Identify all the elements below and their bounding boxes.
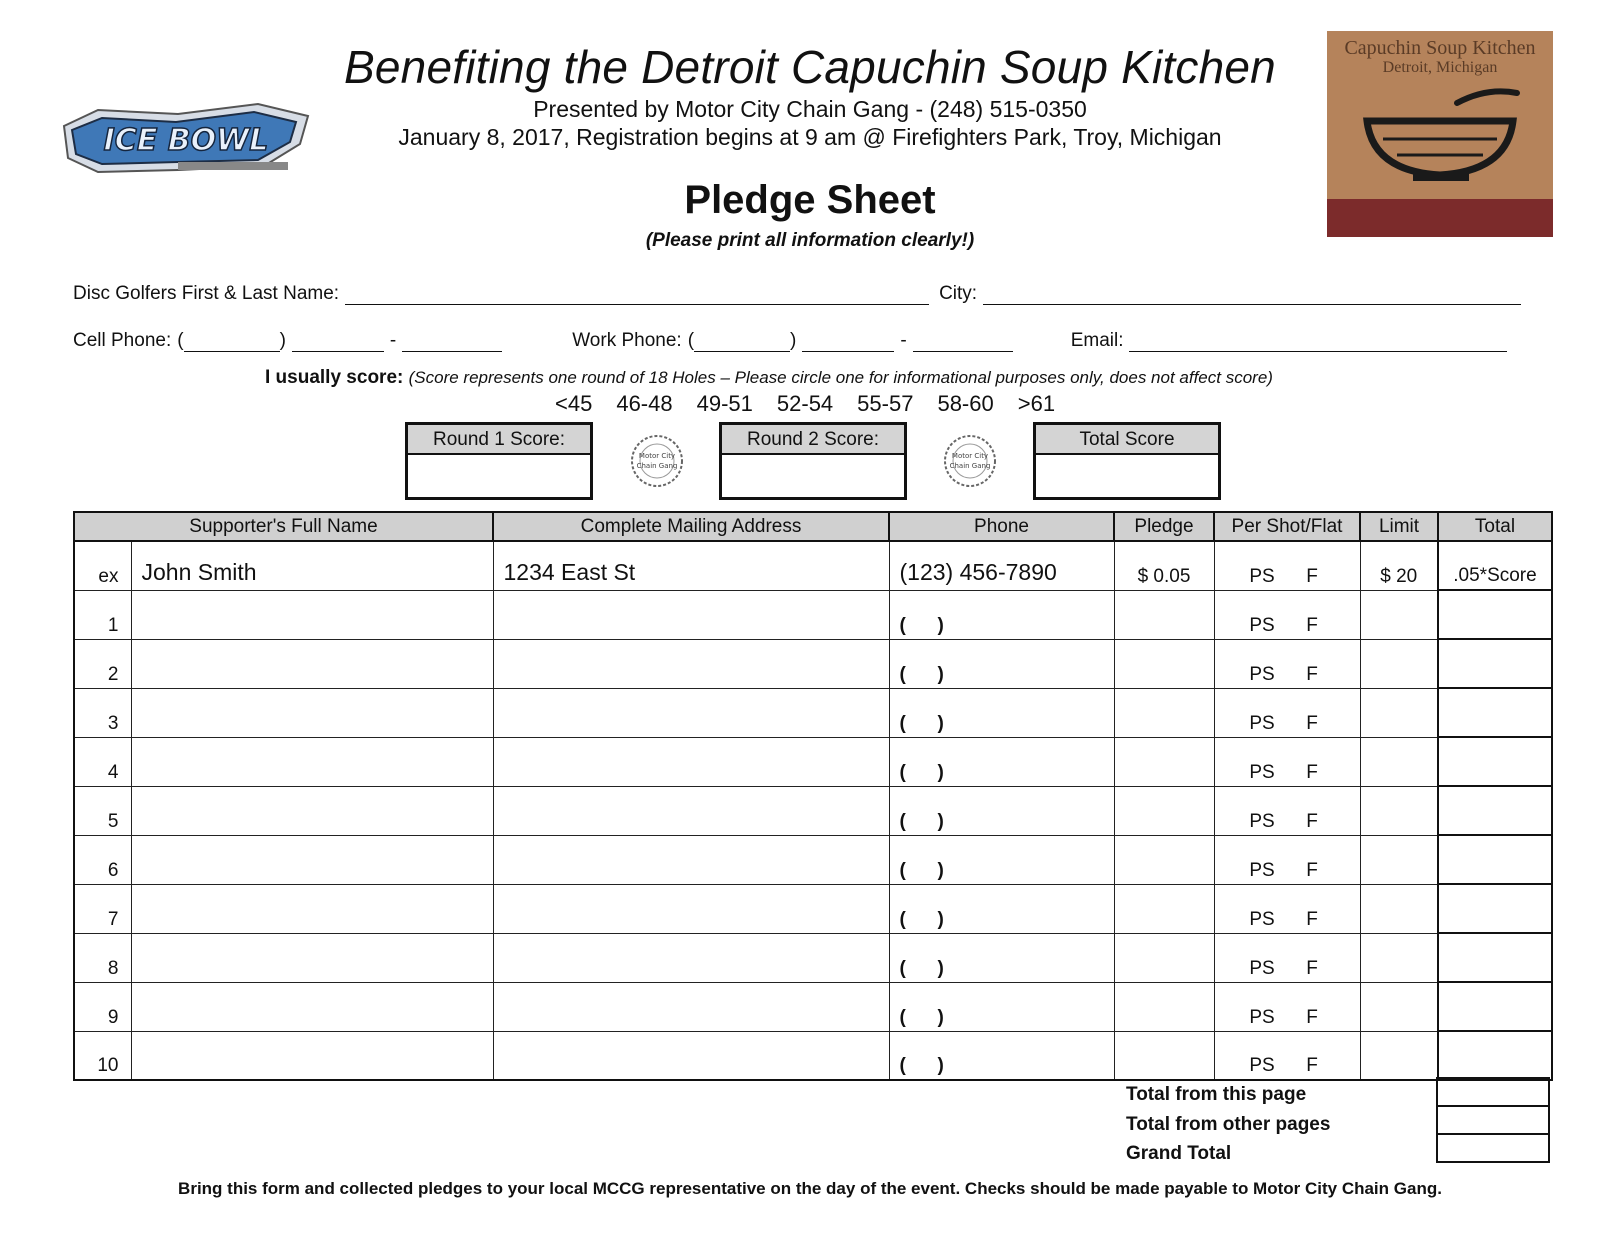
total-field[interactable]	[1438, 835, 1552, 884]
limit-field[interactable]	[1360, 835, 1438, 884]
email-label: Email:	[1070, 330, 1124, 351]
ps-f-choice[interactable]	[1214, 590, 1360, 639]
svg-text:Chain Gang: Chain Gang	[949, 462, 991, 470]
row-number: 8	[74, 933, 131, 982]
phone-field[interactable]: ( )	[889, 590, 1114, 639]
f-option[interactable]: F	[1306, 908, 1318, 930]
row-number: 3	[74, 688, 131, 737]
cell-area-code-field[interactable]	[184, 332, 280, 352]
work-prefix-field[interactable]	[802, 332, 894, 352]
ps-option[interactable]: PS	[1249, 957, 1275, 979]
score-options	[555, 391, 1079, 417]
soup-bowl-icon	[1357, 81, 1527, 191]
limit-field[interactable]	[1360, 982, 1438, 1031]
score-option[interactable]: 46-48	[616, 391, 673, 416]
table-row	[74, 1031, 1552, 1080]
limit-field[interactable]	[1360, 786, 1438, 835]
work-line-field[interactable]	[913, 332, 1013, 352]
example-address: 1234 East St	[493, 541, 889, 590]
pledge-field[interactable]	[1114, 982, 1214, 1031]
row-number: 10	[74, 1031, 131, 1080]
example-pledge: $ 0.05	[1114, 541, 1214, 590]
city-label: City:	[939, 283, 978, 304]
col-limit: Limit	[1360, 512, 1438, 541]
table-row	[74, 786, 1552, 835]
pledge-field[interactable]	[1114, 786, 1214, 835]
limit-field[interactable]	[1360, 884, 1438, 933]
address-field[interactable]	[493, 933, 889, 982]
row-number: 1	[74, 590, 131, 639]
address-field[interactable]	[493, 639, 889, 688]
example-phone: (123) 456-7890	[889, 541, 1114, 590]
phone-field[interactable]: ( )	[889, 933, 1114, 982]
total-this-page-label: Total from this page	[1126, 1084, 1307, 1105]
name-city-row	[73, 283, 1521, 305]
phone-email-row: Cell Phone: ( ) - Work Phone: ( ) - Email:	[73, 330, 1507, 352]
row-number: 4	[74, 737, 131, 786]
supporter-name-field[interactable]	[131, 786, 493, 835]
example-row	[74, 541, 1552, 590]
col-pledge: Pledge	[1114, 512, 1214, 541]
ps-option[interactable]: PS	[1249, 859, 1275, 881]
example-total: .05*Score	[1438, 541, 1552, 590]
total-field[interactable]	[1438, 688, 1552, 737]
table-header-row	[74, 512, 1552, 541]
ps-option[interactable]: PS	[1249, 810, 1275, 832]
svg-text:Chain Gang: Chain Gang	[636, 462, 678, 470]
event-datetime: January 8, 2017, Registration begins at 9 am @ Firefighters Park, Troy, Michigan	[398, 124, 1222, 150]
total-field[interactable]	[1438, 982, 1552, 1031]
f-option: F	[1306, 565, 1318, 587]
ps-f-choice[interactable]	[1214, 982, 1360, 1031]
address-field[interactable]	[493, 884, 889, 933]
ps-f-choice[interactable]	[1214, 639, 1360, 688]
supporter-name-field[interactable]	[131, 688, 493, 737]
footer-note: Bring this form and collected pledges to your local MCCG representative on the day of the event. Checks should be made payable to Motor City Chain Gang.	[178, 1179, 1442, 1198]
phone-field[interactable]: ( )	[889, 982, 1114, 1031]
supporter-name-field[interactable]	[131, 835, 493, 884]
table-row	[74, 933, 1552, 982]
col-per-shot-flat: Per Shot/Flat	[1214, 512, 1360, 541]
ps-option: PS	[1249, 565, 1275, 587]
supporter-name-field[interactable]	[131, 639, 493, 688]
limit-field[interactable]	[1360, 639, 1438, 688]
ps-option[interactable]: PS	[1249, 712, 1275, 734]
chain-gang-seal-icon	[943, 434, 997, 488]
ps-f-choice[interactable]	[1214, 786, 1360, 835]
usual-score-title: I usually score:	[265, 367, 404, 388]
sheet-title: Pledge Sheet	[684, 178, 936, 222]
limit-field[interactable]	[1360, 688, 1438, 737]
total-field[interactable]	[1438, 786, 1552, 835]
pledge-field[interactable]	[1114, 737, 1214, 786]
svg-text:Motor City: Motor City	[638, 452, 676, 460]
ps-f-choice[interactable]	[1214, 1031, 1360, 1080]
cell-line-field[interactable]	[402, 332, 502, 352]
f-option[interactable]: F	[1306, 957, 1318, 979]
ps-option[interactable]: PS	[1249, 1055, 1275, 1076]
supporter-name-field[interactable]	[131, 884, 493, 933]
score-option[interactable]: 58-60	[937, 391, 994, 416]
svg-text:ICE BOWL: ICE BOWL	[103, 123, 269, 158]
total-other-pages-label: Total from other pages	[1126, 1114, 1331, 1135]
limit-field[interactable]	[1360, 1031, 1438, 1080]
table-row	[74, 884, 1552, 933]
table-row	[74, 688, 1552, 737]
address-field[interactable]	[493, 737, 889, 786]
f-option[interactable]: F	[1306, 859, 1318, 881]
name-field[interactable]	[345, 285, 929, 305]
total-field[interactable]	[1438, 884, 1552, 933]
pledge-field[interactable]	[1114, 1031, 1214, 1080]
pledge-field[interactable]	[1114, 933, 1214, 982]
ps-f-choice[interactable]	[1214, 737, 1360, 786]
score-option[interactable]: 49-51	[696, 391, 753, 416]
work-area-code-field[interactable]	[694, 332, 790, 352]
city-field[interactable]	[983, 285, 1521, 305]
work-phone-label: Work Phone:	[572, 330, 682, 351]
ps-f-choice[interactable]	[1214, 835, 1360, 884]
supporter-name-field[interactable]	[131, 737, 493, 786]
total-field[interactable]	[1438, 933, 1552, 982]
address-field[interactable]	[493, 1031, 889, 1080]
ps-f-choice[interactable]	[1214, 933, 1360, 982]
address-field[interactable]	[493, 835, 889, 884]
pledge-table	[73, 511, 1553, 1081]
phone-field[interactable]: ( )	[889, 1031, 1114, 1080]
ps-option[interactable]: PS	[1249, 663, 1275, 685]
print-note: (Please print all information clearly!)	[645, 230, 975, 251]
supporter-name-field[interactable]	[131, 933, 493, 982]
col-address: Complete Mailing Address	[493, 512, 889, 541]
table-row	[74, 737, 1552, 786]
soup-kitchen-logo-line1: Capuchin Soup Kitchen	[1344, 37, 1536, 59]
name-label: Disc Golfers First & Last Name:	[73, 283, 340, 304]
address-field[interactable]	[493, 786, 889, 835]
pledge-field[interactable]	[1114, 590, 1214, 639]
col-total: Total	[1438, 512, 1552, 541]
address-field[interactable]	[493, 688, 889, 737]
round1-score-box[interactable]	[405, 422, 593, 500]
f-option[interactable]: F	[1306, 614, 1318, 636]
round2-score-label: Round 2 Score:	[722, 425, 904, 455]
total-field[interactable]	[1438, 590, 1552, 639]
example-limit: $ 20	[1360, 541, 1438, 590]
total-field[interactable]	[1438, 737, 1552, 786]
row-number: 7	[74, 884, 131, 933]
supporter-name-field[interactable]	[131, 982, 493, 1031]
pledge-field[interactable]	[1114, 639, 1214, 688]
f-option[interactable]: F	[1306, 761, 1318, 783]
example-name: John Smith	[131, 541, 493, 590]
ps-f-choice[interactable]	[1214, 884, 1360, 933]
table-row	[74, 835, 1552, 884]
round1-score-label: Round 1 Score:	[408, 425, 590, 455]
f-option[interactable]: F	[1306, 1055, 1318, 1076]
phone-field[interactable]: ( )	[889, 737, 1114, 786]
row-number: 2	[74, 639, 131, 688]
row-number: 6	[74, 835, 131, 884]
pledge-field[interactable]	[1114, 835, 1214, 884]
ps-f-choice[interactable]	[1214, 688, 1360, 737]
phone-field[interactable]: ( )	[889, 639, 1114, 688]
cell-phone-label: Cell Phone:	[73, 330, 172, 351]
ps-option[interactable]: PS	[1249, 761, 1275, 783]
f-option[interactable]: F	[1306, 712, 1318, 734]
phone-field[interactable]: ( )	[889, 786, 1114, 835]
f-option[interactable]: F	[1306, 663, 1318, 685]
total-other-pages-field[interactable]	[1438, 1107, 1548, 1135]
soup-kitchen-logo-line2: Detroit, Michigan	[1382, 59, 1498, 76]
chain-gang-seal-icon	[630, 434, 684, 488]
col-phone: Phone	[889, 512, 1114, 541]
soup-kitchen-logo	[1327, 31, 1553, 237]
supporter-name-field[interactable]	[131, 590, 493, 639]
usual-score-label	[265, 367, 1273, 389]
address-field[interactable]	[493, 982, 889, 1031]
score-option[interactable]: >61	[1017, 391, 1056, 416]
example-ps-f	[1214, 541, 1360, 590]
svg-text:Motor City: Motor City	[951, 452, 989, 460]
total-field[interactable]	[1438, 1031, 1552, 1080]
totals-box	[1436, 1077, 1550, 1163]
pledge-field[interactable]	[1114, 884, 1214, 933]
score-option[interactable]: 52-54	[776, 391, 834, 416]
col-supporter-name: Supporter's Full Name	[74, 512, 493, 541]
row-number: 5	[74, 786, 131, 835]
table-row	[74, 590, 1552, 639]
row-number: ex	[74, 541, 131, 590]
table-row	[74, 639, 1552, 688]
ps-option[interactable]: PS	[1249, 614, 1275, 636]
page-title: Benefiting the Detroit Capuchin Soup Kitchen	[344, 41, 1276, 93]
f-option[interactable]: F	[1306, 1006, 1318, 1028]
email-field[interactable]	[1129, 332, 1507, 352]
limit-field[interactable]	[1360, 737, 1438, 786]
score-option[interactable]: 55-57	[857, 391, 914, 416]
limit-field[interactable]	[1360, 933, 1438, 982]
soup-kitchen-logo-band	[1327, 199, 1553, 237]
presented-by: Presented by Motor City Chain Gang - (248) 515-0350	[533, 96, 1087, 122]
supporter-name-field[interactable]	[131, 1031, 493, 1080]
total-field[interactable]	[1438, 639, 1552, 688]
table-row	[74, 982, 1552, 1031]
total-score-box[interactable]	[1033, 422, 1221, 500]
ps-option[interactable]: PS	[1249, 908, 1275, 930]
phone-field[interactable]: ( )	[889, 688, 1114, 737]
phone-field[interactable]: ( )	[889, 884, 1114, 933]
score-option[interactable]: <45	[555, 391, 593, 416]
limit-field[interactable]	[1360, 590, 1438, 639]
ice-bowl-logo	[58, 96, 316, 182]
address-field[interactable]	[493, 590, 889, 639]
grand-total-field[interactable]	[1438, 1135, 1548, 1161]
cell-prefix-field[interactable]	[292, 332, 384, 352]
phone-field[interactable]: ( )	[889, 835, 1114, 884]
row-number: 9	[74, 982, 131, 1031]
ps-option[interactable]: PS	[1249, 1006, 1275, 1028]
total-score-label: Total Score	[1036, 425, 1218, 455]
round2-score-box[interactable]	[719, 422, 907, 500]
usual-score-note: (Score represents one round of 18 Holes – Please circle one for informational purposes only, does not affect score)	[408, 368, 1273, 387]
grand-total-label: Grand Total	[1126, 1143, 1232, 1164]
f-option[interactable]: F	[1306, 810, 1318, 832]
total-this-page-field[interactable]	[1438, 1079, 1548, 1107]
pledge-field[interactable]	[1114, 688, 1214, 737]
